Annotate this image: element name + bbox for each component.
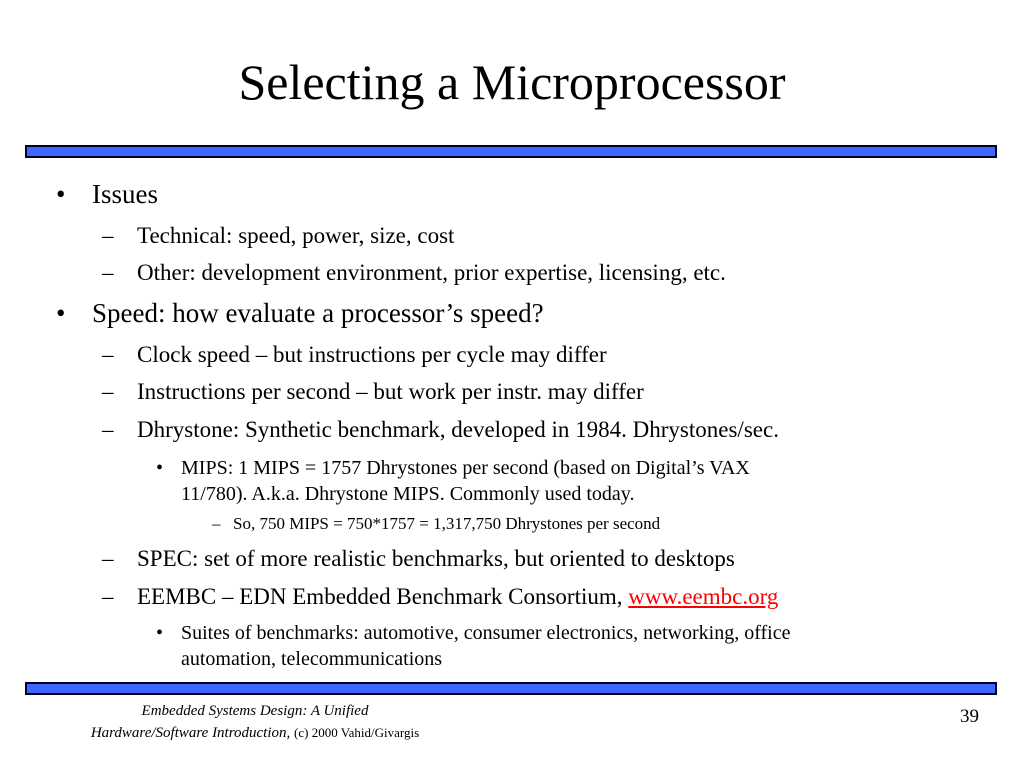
bottom-divider (25, 682, 997, 695)
sub-bullet-other (102, 259, 726, 287)
bullet-issues (56, 178, 158, 210)
sub-bullet-text: Instructions per second – but work per instr. may differ (137, 379, 644, 404)
bullet-speed (56, 297, 544, 329)
footer-line2 (30, 722, 480, 744)
dash-marker: – (102, 260, 114, 285)
level4-item-so-750-mips (212, 513, 661, 535)
level4-text: So, 750 MIPS = 750*1757 = 1,317,750 Dhrystones per second (233, 514, 661, 533)
footer-copyright: (c) 2000 Vahid/Givargis (294, 725, 420, 740)
sub-sub-bullet-mips (156, 455, 750, 507)
sub-sub-bullet-text-line2: 11/780). A.k.a. Dhrystone MIPS. Commonly used today. (181, 483, 635, 505)
footer-book-title: Hardware/Software Introduction, (90, 725, 291, 741)
bullet-marker: • (56, 179, 66, 209)
sub-bullet-instructions (102, 378, 644, 406)
sub-bullet-text: EEMBC – EDN Embedded Benchmark Consortium, (137, 584, 629, 609)
sub-bullet-text: Dhrystone: Synthetic benchmark, developed in 1984. Dhrystones/sec. (137, 417, 779, 442)
sub-bullet-text: SPEC: set of more realistic benchmarks, but oriented to desktops (137, 546, 735, 571)
sub-bullet-text: Other: development environment, prior expertise, licensing, etc. (137, 260, 726, 285)
footer-citation (30, 700, 480, 744)
bullet-text: Speed: how evaluate a processor’s speed? (92, 298, 544, 328)
dash-marker: – (102, 223, 114, 248)
dash-marker: – (102, 546, 114, 571)
sub-bullet-text: Technical: speed, power, size, cost (137, 223, 455, 248)
bullet-marker: • (156, 622, 164, 644)
sub-bullet-spec (102, 545, 735, 573)
top-divider (25, 145, 997, 158)
sub-sub-bullet-text-line1: Suites of benchmarks: automotive, consumer electronics, networking, office (181, 622, 791, 644)
sub-bullet-text: Clock speed – but instructions per cycle may differ (137, 342, 607, 367)
dash-marker: – (102, 342, 114, 367)
sub-bullet-eembc (102, 583, 779, 611)
sub-bullet-dhrystone (102, 416, 779, 444)
sub-bullet-technical (102, 222, 455, 250)
dash-marker: – (212, 514, 221, 533)
dash-marker: – (102, 379, 114, 404)
bullet-marker: • (156, 457, 164, 479)
eembc-link[interactable]: www.eembc.org (628, 584, 779, 609)
sub-sub-bullet-suites (156, 620, 791, 672)
slide-title: Selecting a Microprocessor (238, 54, 786, 110)
bullet-marker: • (56, 298, 66, 328)
sub-sub-bullet-text-line1: MIPS: 1 MIPS = 1757 Dhrystones per second (based on Digital’s VAX (181, 457, 750, 479)
page-number: 39 (960, 706, 979, 727)
sub-sub-bullet-text-line2: automation, telecommunications (181, 648, 443, 670)
dash-marker: – (102, 417, 114, 442)
dash-marker: – (102, 584, 114, 609)
sub-bullet-clock (102, 341, 607, 369)
bullet-text: Issues (92, 179, 158, 209)
footer-line1: Embedded Systems Design: A Unified (141, 703, 369, 719)
